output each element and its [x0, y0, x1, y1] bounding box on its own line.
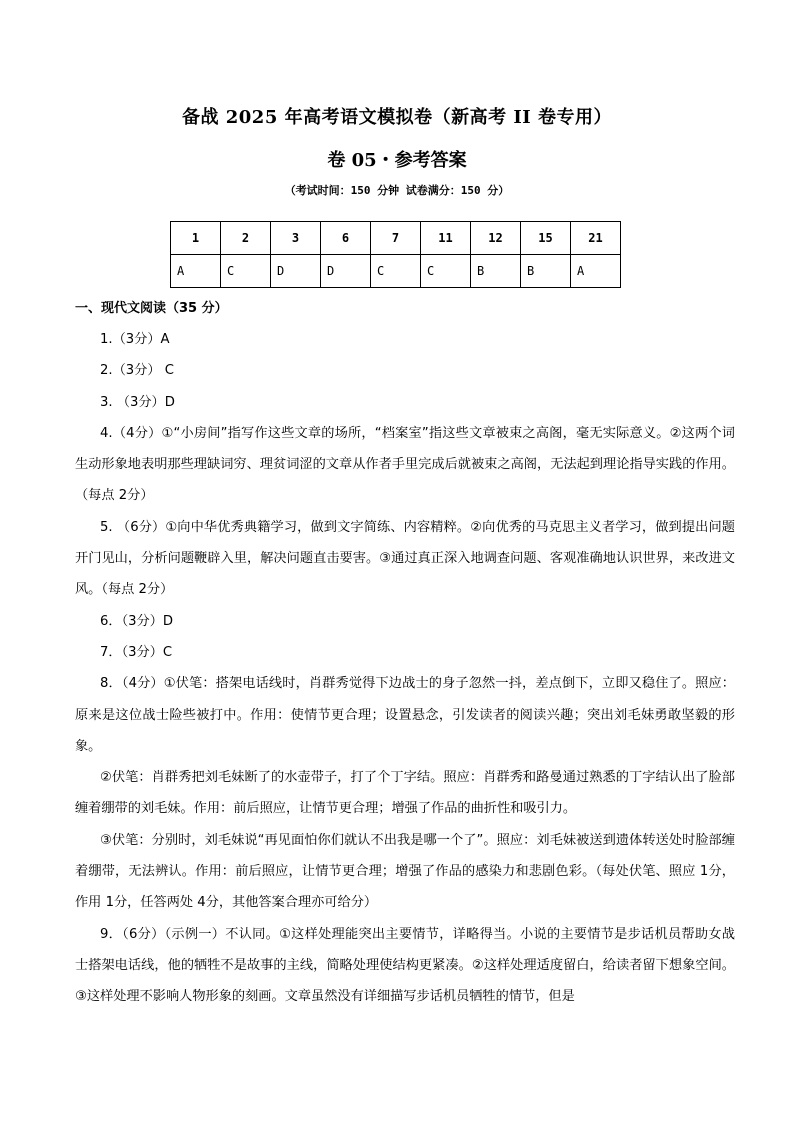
- answer-paragraph: ③伏笔：分别时，刘毛妹说“再见面怕你们就认不出我是哪一个了”。照应：刘毛妹被送到遗体转送处时脸部缠着绷带，无法辨认。作用：前后照应，让情节更合理；增强了作品的感染力和悲剧色彩。（每处伏笔、照应 1分，作用 1分，任答两处 4分，其他答案合理亦可给分）: [75, 832, 735, 911]
- question-number-cell: 2: [221, 222, 271, 255]
- answer-paragraph: 3. （3分）D: [100, 394, 175, 410]
- answer-cell: C: [221, 255, 271, 288]
- answer-table: [170, 221, 621, 288]
- answer-paragraph: 4.（4分）①“小房间”指写作这些文章的场所，“档案室”指这些文章被束之高阁，毫无实际意义。②这两个词生动形象地表明那些理缺词穷、理贫词涩的文章从作者手里完成后就被束之高阁，无法起到理论指导实践的作用。（每点 2分）: [75, 425, 735, 504]
- section-heading: 一、现代文阅读（35 分）: [75, 301, 228, 316]
- answer-paragraph: 8．（4分）①伏笔：搭架电话线时，肖群秀觉得下边战士的身子忽然一抖，差点倒下，立即又稳住了。照应：原来是这位战士险些被打中。作用：使情节更合理；设置悬念，引发读者的阅读兴趣；突出刘毛妹勇敢坚毅的形象。: [75, 676, 735, 754]
- answer-cell: A: [571, 255, 621, 288]
- answer-cell: C: [371, 255, 421, 288]
- question-number-cell: 1: [171, 222, 221, 255]
- answer-cell: D: [271, 255, 321, 288]
- answer-paragraph: 9．（6分）（示例一）不认同。①这样处理能突出主要情节，详略得当。小说的主要情节是步话机员帮助女战士搭架电话线，他的牺牲不是故事的主线，简略处理使结构更紧凑。②这样处理适度留白，给读者留下想象空间。③这样处理不影响人物形象的刻画。文章虽然没有详细描写步话机员牺牲的情节，但是: [75, 926, 735, 1005]
- answer-cell: C: [421, 255, 471, 288]
- answer-cell: B: [471, 255, 521, 288]
- answer-paragraph: 5. （6分）①向中华优秀典籍学习，做到文字简练、内容精粹。②向优秀的马克思主义者学习，做到提出问题开门见山，分析问题鞭辟入里，解决问题直击要害。③通过真正深入地调查问题、客观准确地认识世界，来改进文风。（每点 2分）: [75, 519, 735, 598]
- document-title: 备战 2025 年高考语文模拟卷（新高考 II 卷专用）: [181, 107, 612, 128]
- answer-cell: B: [521, 255, 571, 288]
- exam-info: （考试时间：150 分钟 试卷满分：150 分）: [284, 184, 510, 197]
- question-number-cell: 6: [321, 222, 371, 255]
- answer-table-answer-row: [171, 255, 621, 288]
- question-number-cell: 7: [371, 222, 421, 255]
- question-number-cell: 11: [421, 222, 471, 255]
- answer-paragraph: 7．（3分）C: [100, 644, 173, 660]
- answer-body: [75, 324, 735, 1013]
- answer-paragraph: 1.（3分）A: [100, 332, 170, 347]
- question-number-cell: 15: [521, 222, 571, 255]
- answer-paragraph: 6．（3分）D: [100, 613, 174, 629]
- answer-cell: D: [321, 255, 371, 288]
- document-subtitle: 卷 05・参考答案: [327, 150, 467, 171]
- answer-paragraph: 2.（3分） C: [100, 363, 174, 379]
- question-number-cell: 3: [271, 222, 321, 255]
- answer-table-number-row: [171, 222, 621, 255]
- question-number-cell: 12: [471, 222, 521, 255]
- answer-paragraph: ②伏笔：肖群秀把刘毛妹断了的水壶带子，打了个丁字结。照应：肖群秀和路曼通过熟悉的丁字结认出了脸部缠着绷带的刘毛妹。作用：前后照应，让情节更合理；增强了作品的曲折性和吸引力。: [75, 770, 735, 817]
- answer-cell: A: [171, 255, 221, 288]
- question-number-cell: 21: [571, 222, 621, 255]
